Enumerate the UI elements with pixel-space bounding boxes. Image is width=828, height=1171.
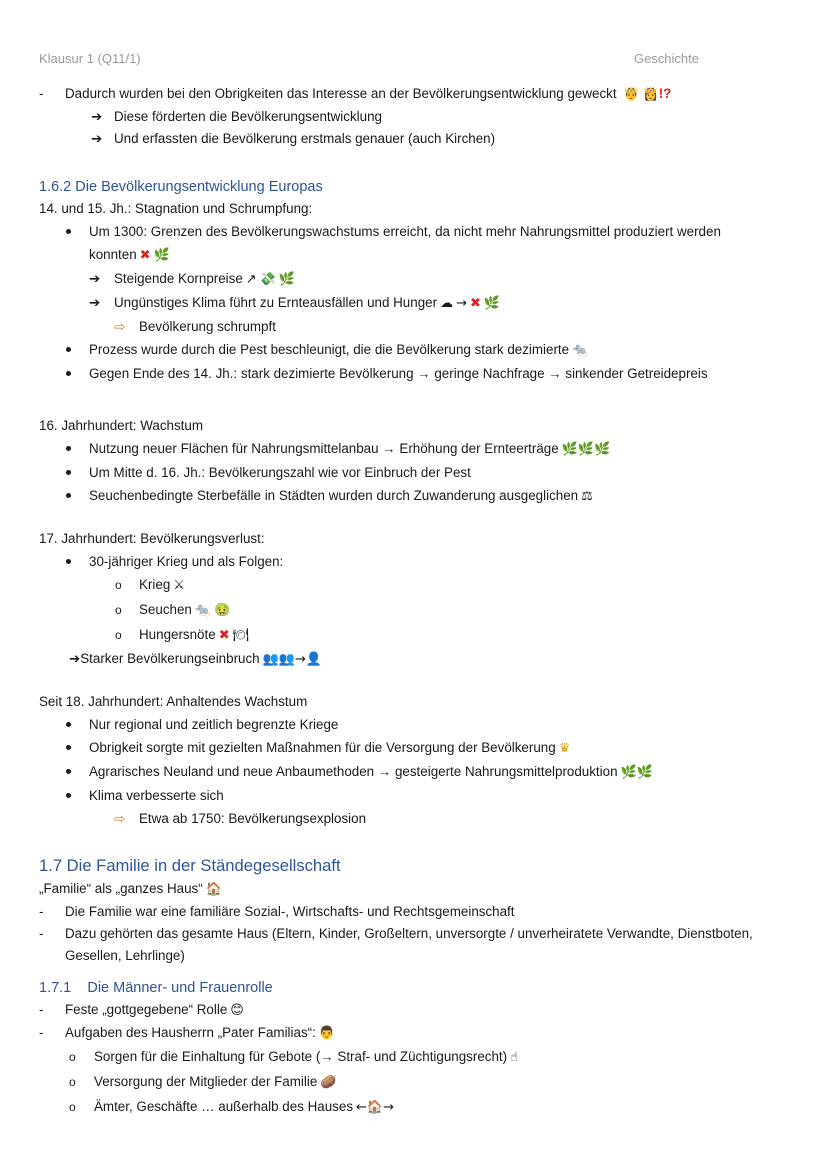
smile-icon: 😊 — [230, 1003, 244, 1018]
bullet-neuland: Agrarisches Neuland und neue Anbaumethoden → gesteigerte Nahrungsmittelproduktion 🌿🌿 — [39, 760, 799, 784]
dash-rolle: - Feste „gottgegebene“ Rolle 😊 — [39, 1002, 244, 1018]
cross-icon: ✖ — [469, 296, 481, 311]
plant-icon: 🌿 — [153, 248, 170, 263]
heading-17: 17. Jahrhundert: Bevölkerungsverlust: — [39, 531, 265, 546]
king-face-icon: 🤴 — [623, 87, 640, 102]
cross-icon: ✖ — [218, 628, 230, 643]
people-icon: 👥👥→👤 — [262, 652, 323, 667]
bullet-1300-cont: konnten ✖ 🌿 — [89, 247, 170, 263]
empty-plate-icon: 🍽 — [232, 628, 250, 643]
plant-icon: 🌿🌿🌿 — [561, 442, 611, 457]
man-icon: 👨 — [318, 1026, 336, 1041]
arrow-explosion: ⇨ Etwa ab 1750: Bevölkerungsexplosion — [114, 811, 367, 826]
arrow-schrumpft: ⇨ Bevölkerung schrumpft — [114, 319, 276, 334]
queen-face-icon: 👸 — [642, 87, 659, 102]
rat-icon: 🐀 — [572, 343, 589, 358]
cross-icon: ✖ — [139, 248, 151, 263]
cloud-icon: ☁ — [440, 296, 454, 311]
circle-seuchen: o Seuchen 🐀 🤢 — [115, 602, 231, 618]
heading-16: 16. Jahrhundert: Wachstum — [39, 418, 203, 433]
circle-aemter: o Ämter, Geschäfte … außerhalb des Hauses ←🏠→ — [69, 1099, 394, 1115]
house-icon: 🏠 — [205, 882, 222, 897]
dash-haus-cont: Gesellen, Lehrlinge) — [65, 948, 185, 963]
money-icon: 💸 — [259, 272, 276, 287]
circle-krieg: o Krieg ⚔ — [115, 577, 185, 593]
document-body — [39, 83, 799, 1120]
pointing-finger-icon: ☝ — [510, 1050, 519, 1065]
arrow-kornpreise: ➔ Steigende Kornpreise ↗ 💸 🌿 — [89, 271, 296, 287]
potato-icon: 🥔 — [320, 1075, 337, 1090]
heading-14-15: 14. und 15. Jh.: Stagnation und Schrumpfung: — [39, 201, 313, 216]
bullet-obrigkeit: Obrigkeit sorgte mit gezielten Maßnahmen für die Versorgung der Bevölkerung ♛ — [39, 736, 799, 760]
header-right: Geschichte — [633, 51, 699, 66]
ganzes-haus: „Familie“ als „ganzes Haus“ 🏠 — [39, 881, 222, 897]
bullet-mitte-16: Um Mitte d. 16. Jh.: Bevölkerungszahl wie vor Einbruch der Pest — [39, 461, 799, 484]
plant-icon: 🌿 — [278, 272, 296, 287]
circle-versorgung: o Versorgung der Mitglieder der Familie 🥔 — [69, 1074, 337, 1090]
plant-icon: 🌿🌿 — [620, 765, 653, 780]
page-header — [39, 51, 699, 66]
circle-hunger: o Hungersnöte ✖ 🍽 — [115, 627, 250, 643]
crown-icon: ♛ — [558, 741, 571, 756]
dash-haus: - Dazu gehörten das gesamte Haus (Eltern, Kinder, Großeltern, unversorgte / unverheiratete Verwandte, Dienstboten, — [39, 926, 753, 941]
sick-face-icon: 🤢 — [214, 603, 231, 618]
section-title-162: 1.6.2 Die Bevölkerungsentwicklung Europas — [39, 179, 323, 195]
rat-icon: 🐀 — [194, 603, 212, 618]
heading-18: Seit 18. Jahrhundert: Anhaltendes Wachstum — [39, 694, 308, 709]
dash-familie: - Die Familie war eine familiäre Sozial-, Wirtschafts- und Rechtsgemeinschaft — [39, 904, 515, 919]
arrow-klima: ➔ Ungünstiges Klima führt zu Ernteausfällen und Hunger ☁ → ✖ 🌿 — [89, 295, 501, 311]
bullet-kriege: Nur regional und zeitlich begrenzte Kriege — [39, 713, 799, 736]
bullet-klima: Klima verbesserte sich — [39, 784, 799, 807]
plant-icon: 🌿 — [483, 296, 501, 311]
section-title-171: 1.7.1 Die Männer- und Frauenrolle — [39, 980, 273, 996]
conclusion-einbruch: ➔Starker Bevölkerungseinbruch 👥👥→👤 — [69, 651, 323, 667]
house-icon: ←🏠→ — [356, 1100, 394, 1115]
bullet-ende-14: Gegen Ende des 14. Jh.: stark dezimierte Bevölkerung → geringe Nachfrage → sinkender Getreidepreis — [39, 362, 799, 385]
dash-hausherr: - Aufgaben des Hausherrn „Pater Familias“: 👨 — [39, 1025, 336, 1041]
bullet-pest: Prozess wurde durch die Pest beschleunigt, die die Bevölkerung stark dezimierte 🐀 — [39, 338, 799, 362]
intro-arrow-2: ➔ Und erfassten die Bevölkerung erstmals genauer (auch Kirchen) — [91, 131, 496, 146]
section-title-17: 1.7 Die Familie in der Ständegesellschaft — [39, 856, 341, 875]
bullet-1300: Um 1300: Grenzen des Bevölkerungswachstums erreicht, da nicht mehr Nahrungsmittel produziert werden — [39, 220, 799, 243]
crossed-swords-icon: ⚔ — [173, 578, 185, 593]
exclamation-icon: !? — [658, 86, 672, 101]
intro-line: - Dadurch wurden bei den Obrigkeiten das Interesse an der Bevölkerungsentwicklung geweckt 🤴 👸!? — [39, 86, 672, 102]
header-left: Klausur 1 (Q11/1) — [39, 51, 141, 66]
intro-arrow-1: ➔ Diese förderten die Bevölkerungsentwicklung — [91, 109, 382, 124]
scales-icon: ⚖ — [581, 489, 593, 504]
bullet-krieg: 30-jähriger Krieg und als Folgen: — [39, 550, 799, 573]
bullet-flaechen: Nutzung neuer Flächen für Nahrungsmittelanbau → Erhöhung der Ernteerträge 🌿🌿🌿 — [39, 437, 799, 461]
bullet-seuchen: Seuchenbedingte Sterbefälle in Städten wurden durch Zuwanderung ausgeglichen ⚖ — [39, 484, 799, 508]
circle-gebote: o Sorgen für die Einhaltung für Gebote (→ Straf- und Züchtigungsrecht) ☝ — [69, 1049, 519, 1065]
